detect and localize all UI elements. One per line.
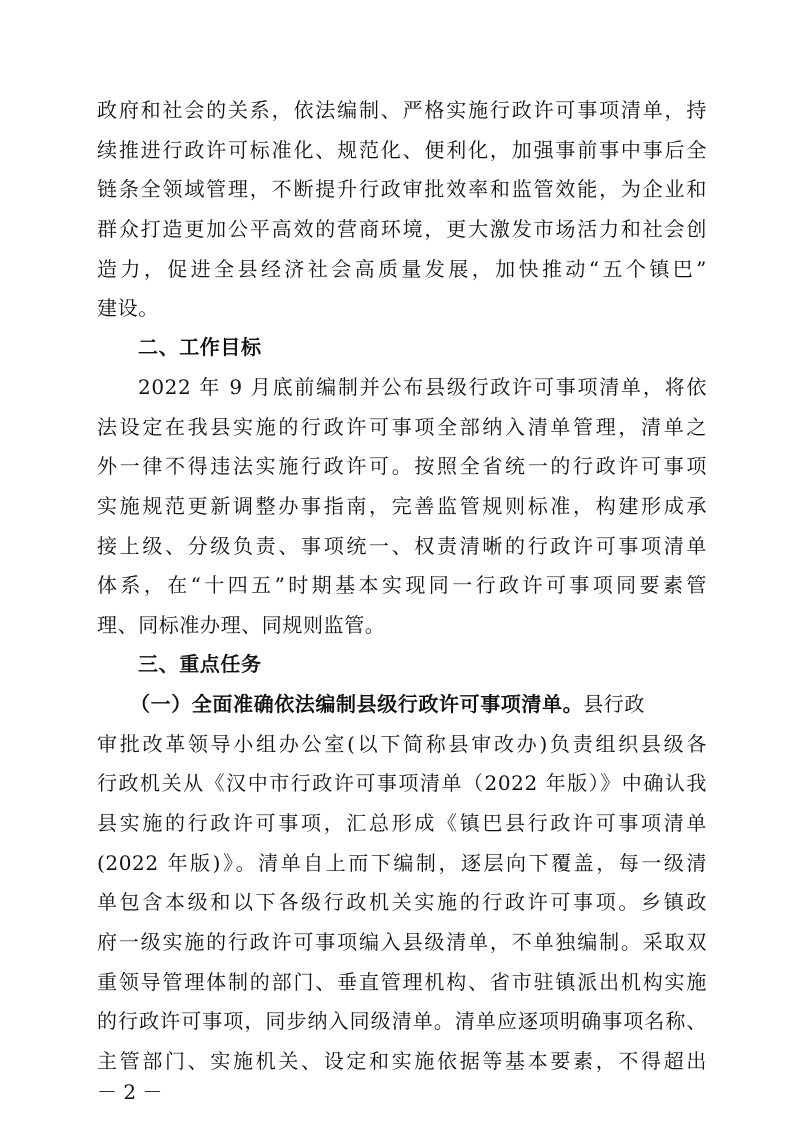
body-line: 政府和社会的关系，依法编制、严格实施行政许可事项清单，持 [97, 98, 707, 122]
body-line: 审批改革领导小组办公室(以下简称县审改办)负责组织县级各 [97, 732, 707, 756]
section-heading-goals: 二、工作目标 [138, 335, 262, 359]
body-line: 单包含本级和以下各级行政机关实施的行政许可事项。乡镇政 [97, 890, 707, 914]
body-line: (2022 年版)》。清单自上而下编制，逐层向下覆盖，每一级清 [97, 851, 707, 875]
body-line: 2022 年 9 月底前编制并公布县级行政许可事项清单，将依 [138, 375, 707, 399]
paragraph-first-line [130, 690, 707, 718]
body-line: 法设定在我县实施的行政许可事项全部纳入清单管理，清单之 [97, 415, 707, 439]
body-line: 理、同标准办理、同规则监管。 [97, 613, 386, 637]
body-line: 外一律不得违法实施行政许可。按照全省统一的行政许可事项 [97, 454, 707, 478]
body-line: 府一级实施的行政许可事项编入县级清单，不单独编制。采取双 [97, 930, 707, 954]
body-line: 续推进行政许可标准化、规范化、便利化，加强事前事中事后全 [97, 138, 707, 162]
body-line: 行政机关从《汉中市行政许可事项清单（2022 年版）》中确认我 [97, 771, 707, 795]
body-line: 实施规范更新调整办事指南，完善监管规则标准，构建形成承 [97, 494, 707, 518]
body-line: 接上级、分级负责、事项统一、权责清晰的行政许可事项清单 [97, 534, 707, 558]
subheading: （一）全面准确依法编制县级行政许可事项清单。 [130, 692, 584, 716]
body-line: 重领导管理体制的部门、垂直管理机构、省市驻镇派出机构实施 [97, 970, 707, 994]
body-line: 体系，在“十四五”时期基本实现同一行政许可事项同要素管 [97, 573, 707, 597]
section-heading-tasks: 三、重点任务 [138, 652, 262, 676]
body-line: 的行政许可事项，同步纳入同级清单。清单应逐项明确事项名称、 [97, 1009, 707, 1033]
body-line: 建设。 [97, 296, 159, 320]
body-line: 群众打造更加公平高效的营商环境，更大激发市场活力和社会创 [97, 217, 707, 241]
body-line: 主管部门、实施机关、设定和实施依据等基本要素，不得超出 [97, 1049, 707, 1073]
body-line: 县实施的行政许可事项，汇总形成《镇巴县行政许可事项清单 [97, 811, 707, 835]
body-line: 造力，促进全县经济社会高质量发展，加快推动“五个镇巴” [97, 257, 707, 281]
body-text: 县行政 [583, 692, 646, 716]
page-number: － 2 － [97, 1080, 163, 1104]
body-line: 链条全领域管理，不断提升行政审批效率和监管效能，为企业和 [97, 177, 707, 201]
